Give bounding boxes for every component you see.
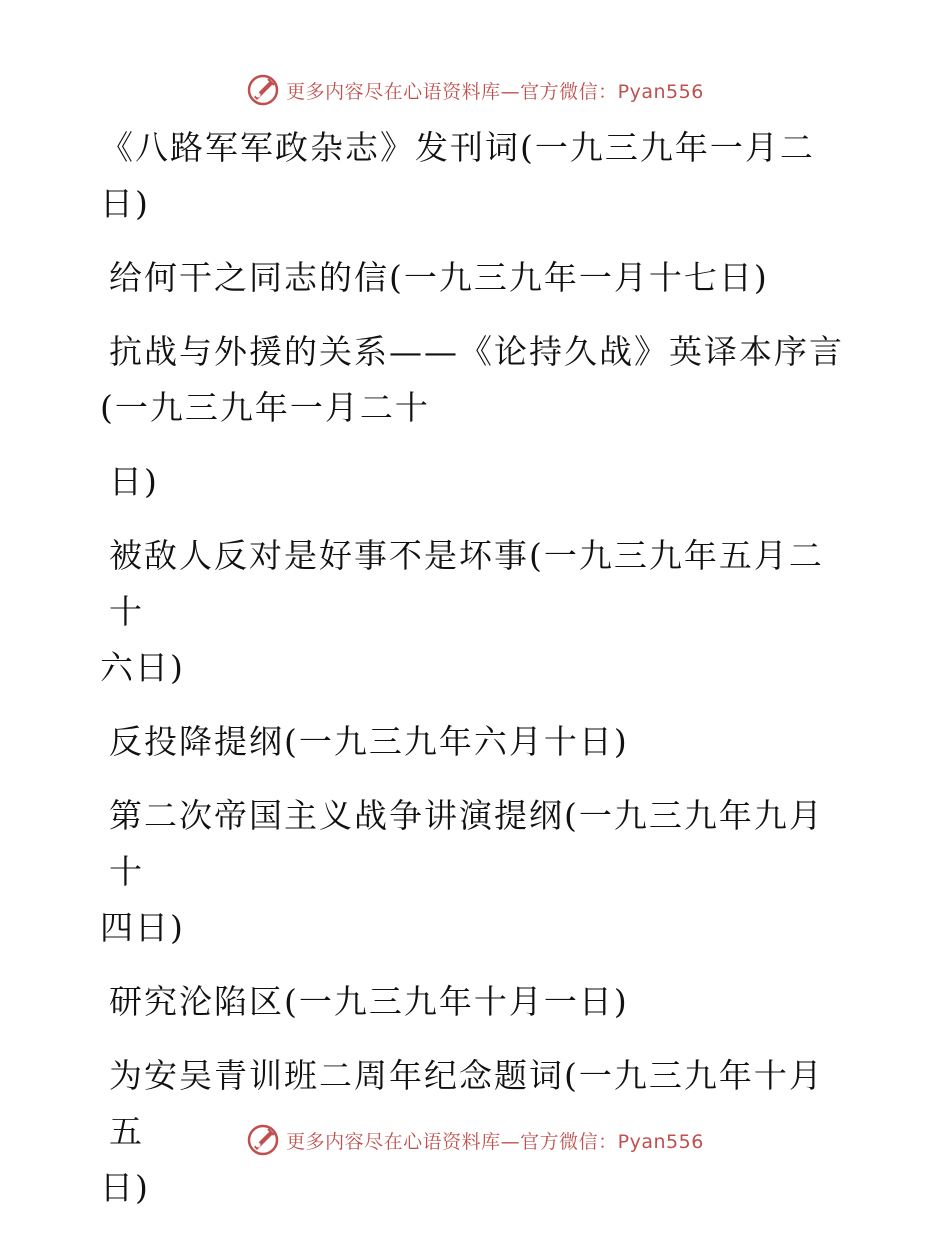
seal-logo-icon <box>246 73 280 107</box>
entry-line: 被敌人反对是好事不是坏事(一九三九年五月二十 <box>109 536 824 631</box>
header-watermark <box>0 70 950 110</box>
entry-line: 给何干之同志的信(一九三九年一月十七日) <box>109 258 769 297</box>
entry-line: 研究沦陷区(一九三九年十月一日) <box>109 982 629 1021</box>
entry-line: 日) <box>100 1168 150 1207</box>
list-item <box>100 250 845 306</box>
list-item <box>100 788 845 956</box>
entry-line: (一九三九年一月二十 <box>100 388 430 427</box>
list-item <box>100 528 845 696</box>
entry-line: 为安吴青训班二周年纪念题词(一九三九年十月五 <box>109 1056 824 1151</box>
entry-line: 抗战与外援的关系——《论持久战》英译本序言 <box>109 332 844 371</box>
entry-line: 六日) <box>100 648 185 687</box>
entry-line: 四日) <box>100 908 185 947</box>
entry-line: 第二次帝国主义战争讲演提纲(一九三九年九月十 <box>109 796 824 891</box>
list-item <box>100 120 845 232</box>
entry-line: 反投降提纲(一九三九年六月十日) <box>109 722 629 761</box>
list-item <box>100 714 845 770</box>
list-item <box>100 974 845 1030</box>
document-body <box>100 120 845 1234</box>
entry-line: 日) <box>100 184 150 223</box>
footer-watermark <box>0 1120 950 1160</box>
list-item <box>100 324 845 510</box>
watermark-text: 更多内容尽在心语资料库—官方微信：Pyan556 <box>286 1130 704 1153</box>
entry-line: 《八路军军政杂志》发刊词(一九三九年一月二 <box>100 128 815 167</box>
watermark-text: 更多内容尽在心语资料库—官方微信：Pyan556 <box>286 80 704 103</box>
entry-line: 日) <box>109 462 159 501</box>
seal-logo-icon <box>246 1123 280 1157</box>
